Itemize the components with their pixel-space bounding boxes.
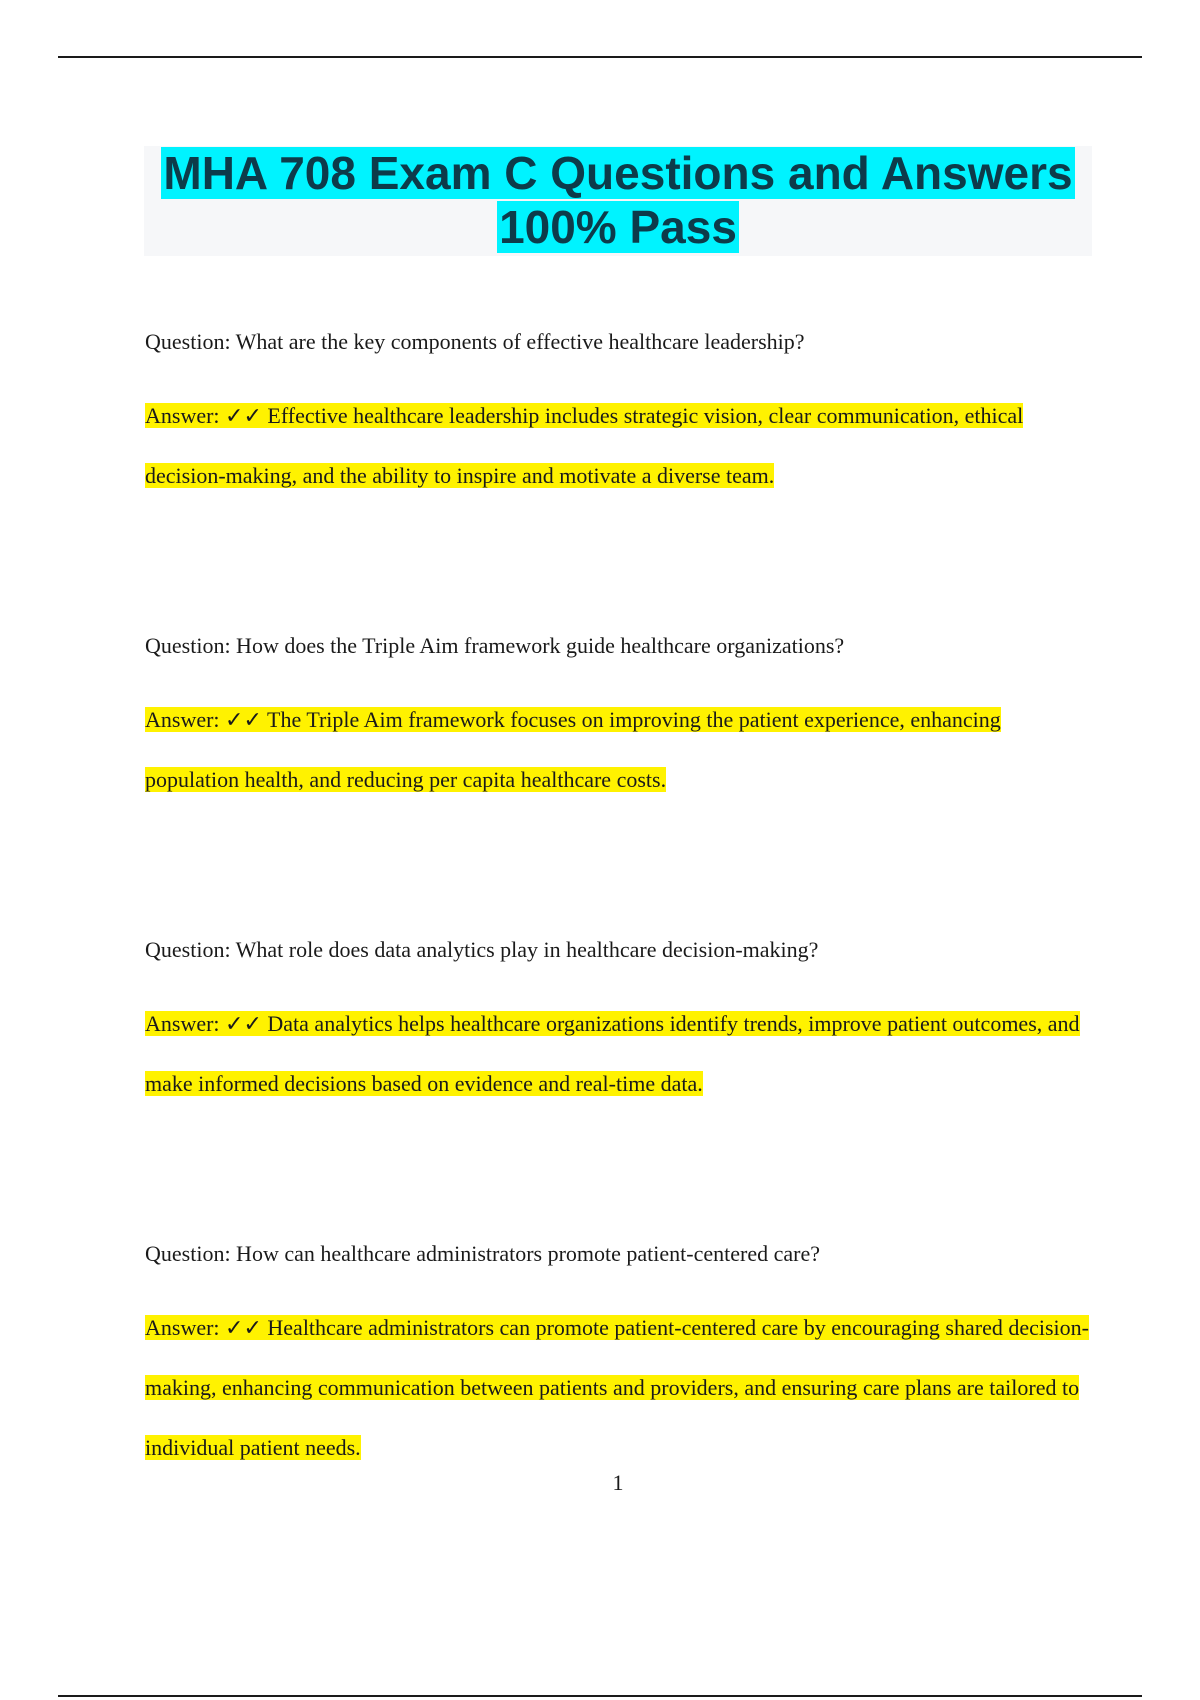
answer-block	[145, 1298, 1095, 1478]
answer-text: Answer: ✓✓ The Triple Aim framework focuses on improving the patient experience, enhancing population health, and reducing per capita healthcare costs.	[145, 707, 1001, 792]
qa-list	[145, 320, 1095, 1478]
bottom-rule	[58, 1695, 1142, 1697]
answer-text: Answer: ✓✓ Effective healthcare leadership includes strategic vision, clear communication, ethical decision-making, and the ability to inspire and motivate a diverse team.	[145, 403, 1024, 488]
answer-text: Answer: ✓✓ Healthcare administrators can promote patient-centered care by encouraging shared decision-making, enhancing communication between patients and providers, and ensuring care plans are tailored to individual patient needs.	[145, 1315, 1089, 1460]
question-text: Question: How can healthcare administrators promote patient-centered care?	[145, 1241, 820, 1266]
qa-item	[145, 320, 1095, 506]
answer-block	[145, 994, 1095, 1114]
title-band	[144, 146, 1092, 256]
question-text: Question: What role does data analytics play in healthcare decision-making?	[145, 937, 819, 962]
answer-block	[145, 386, 1095, 506]
qa-item	[145, 928, 1095, 1114]
page-number: 1	[612, 1470, 624, 1495]
question-text: Question: What are the key components of effective healthcare leadership?	[145, 329, 805, 354]
qa-item	[145, 624, 1095, 810]
document-title: MHA 708 Exam C Questions and Answers 100% Pass	[163, 147, 1073, 253]
answer-block	[145, 690, 1095, 810]
qa-item	[145, 1232, 1095, 1478]
question-text: Question: How does the Triple Aim framework guide healthcare organizations?	[145, 633, 845, 658]
top-rule	[58, 56, 1142, 58]
answer-text: Answer: ✓✓ Data analytics helps healthcare organizations identify trends, improve patient outcomes, and make informed decisions based on evidence and real-time data.	[145, 1011, 1080, 1096]
